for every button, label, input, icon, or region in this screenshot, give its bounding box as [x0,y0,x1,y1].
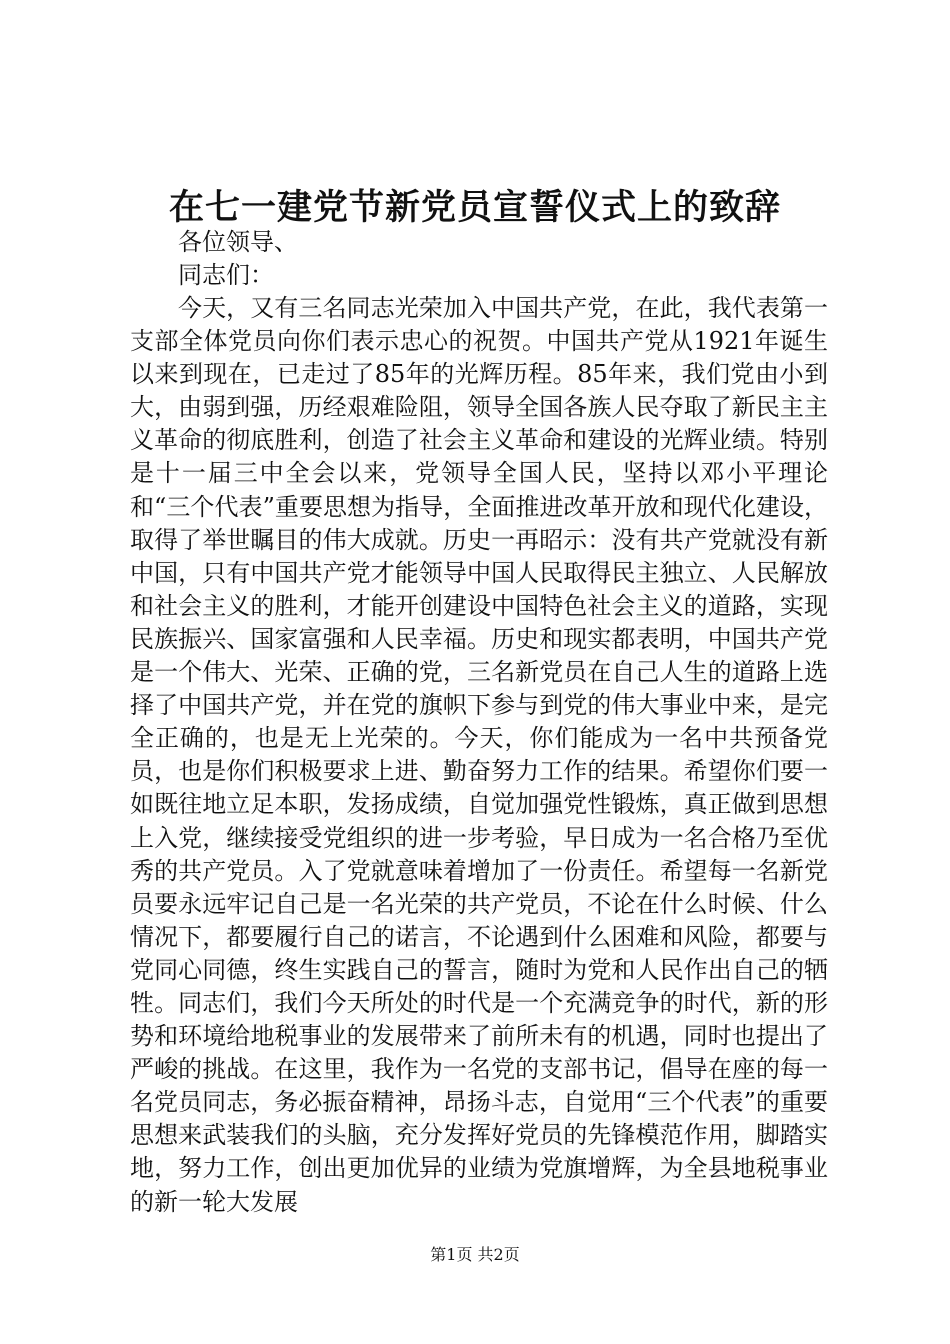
salutation-leaders: 各位领导、 [178,228,298,256]
body-paragraph: 今天，又有三名同志光荣加入中国共产党，在此，我代表第一支部全体党员向你们表示忠心的祝贺。中国共产党从1921年诞生以来到现在，已走过了85年的光辉历程。85年来，我们党由小到大，由弱到强，历经艰难险阻，领导全国各族人民夺取了新民主主义革命的彻底胜利，创造了社会主义革命和建设的光辉业绩。特别是十一届三中全会以来，党领导全国人民，坚持以邓小平理论和“三个代表”重要思想为指导，全面推进改革开放和现代化建设，取得了举世瞩目的伟大成就。历史一再昭示：没有共产党就没有新中国，只有中国共产党才能领导中国人民取得民主独立、人民解放和社会主义的胜利，才能开创建设中国特色社会主义的道路，实现民族振兴、国家富强和人民幸福。历史和现实都表明，中国共产党是一个伟大、光荣、正确的党，三名新党员在自己人生的道路上选择了中国共产党，并在党的旗帜下参与到党的伟大事业中来，是完全正确的，也是无上光荣的。今天，你们能成为一名中共预备党员，也是你们积极要求上进、勤奋努力工作的结果。希望你们要一如既往地立足本职，发扬成绩，自觉加强党性锻炼，真正做到思想上入党，继续接受党组织的进一步考验，早日成为一名合格乃至优秀的共产党员。入了党就意味着增加了一份责任。希望每一名新党员要永远牢记自己是一名光荣的共产党员，不论在什么时候、什么情况下，都要履行自己的诺言，不论遇到什么困难和风险，都要与党同心同德，终生实践自己的誓言，随时为党和人民作出自己的牺牲。同志们，我们今天所处的时代是一个充满竞争的时代，新的形势和环境给地税事业的发展带来了前所未有的机遇，同时也提出了严峻的挑战。在这里，我作为一名党的支部书记，倡导在座的每一名党员同志，务必振奋精神，昂扬斗志，自觉用“三个代表”的重要思想来武装我们的头脑，充分发挥好党员的先锋模范作用，脚踏实地，努力工作，创出更加优异的业绩为党旗增辉，为全县地税事业的新一轮大发展 [130,294,828,1216]
page-number-footer: 第1页 共2页 [430,1245,520,1264]
salutation-comrades: 同志们： [178,261,274,289]
page-title: 在七一建党节新党员宣誓仪式上的致辞 [168,187,781,228]
